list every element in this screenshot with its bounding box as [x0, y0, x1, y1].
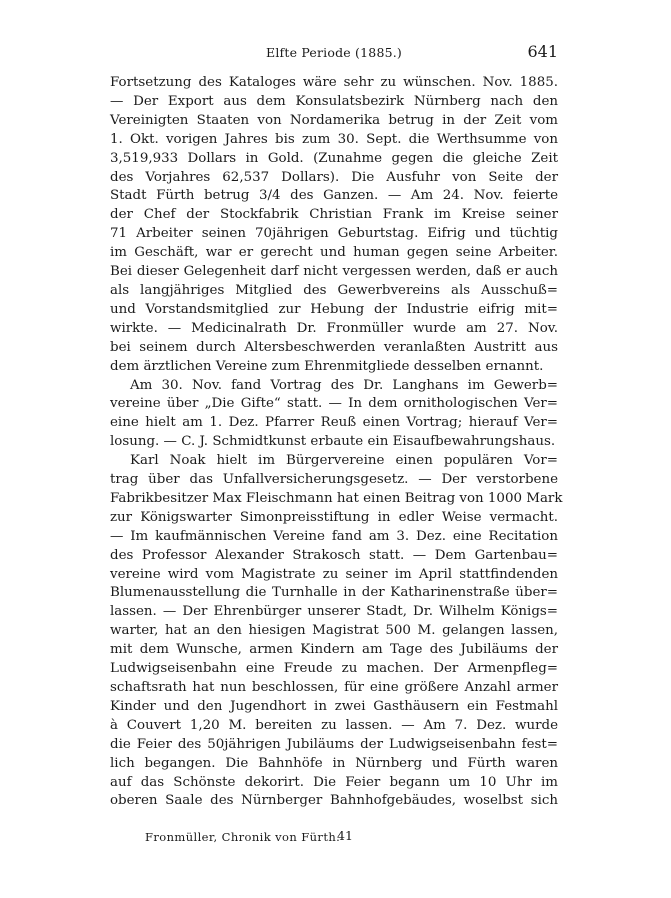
text-line: Stadt Fürth betrug 3/4 des Ganzen. — Am 24. Nov. feierte — [110, 188, 558, 204]
text-line: 1. Okt. vorigen Jahres bis zum 30. Sept. die Werthsumme von — [110, 131, 558, 147]
text-line: Blumenausstellung die Turnhalle in der Katharinenstraße über= — [110, 585, 558, 601]
text-line: Vereinigten Staaten von Nordamerika betrug in der Zeit vom — [110, 112, 558, 128]
footer-signature: 41 — [337, 828, 353, 843]
text-line: warter, hat an den hiesigen Magistrat 500 M. gelangen lassen, — [110, 623, 558, 639]
text-line: vereine über „Die Gifte“ statt. — In dem ornithologischen Ver= — [110, 396, 558, 412]
page-number: 641 — [527, 42, 558, 61]
running-head — [110, 42, 558, 64]
text-line: schaftsrath hat nun beschlossen, für eine größere Anzahl armer — [110, 680, 558, 695]
footer-author-title: Fronmüller, Chronik von Fürth. — [145, 830, 341, 844]
text-line: lich begangen. Die Bahnhöfe in Nürnberg und Fürth waren — [110, 755, 558, 771]
text-line: Kinder und den Jugendhort in zwei Gasthäusern ein Festmahl — [110, 698, 558, 714]
text-line: — Im kaufmännischen Vereine fand am 3. Dez. eine Recitation — [110, 528, 558, 544]
text-line: Fortsetzung des Kataloges wäre sehr zu wünschen. Nov. 1885. — [110, 75, 558, 90]
text-line: der Chef der Stockfabrik Christian Frank im Kreise seiner — [110, 207, 558, 223]
text-line: — Der Export aus dem Konsulatsbezirk Nürnberg nach den — [110, 93, 558, 109]
text-line: die Feier des 50jährigen Jubiläums der Ludwigseisenbahn fest= — [110, 736, 558, 752]
text-line: und Vorstandsmitglied zur Hebung der Industrie eifrig mit= — [110, 301, 558, 317]
text-line: wirkte. — Medicinalrath Dr. Fronmüller wurde am 27. Nov. — [110, 320, 558, 336]
text-line: Ludwigseisenbahn eine Freude zu machen. Der Armenpfleg= — [110, 661, 558, 677]
text-line: 3,519,933 Dollars in Gold. (Zunahme gegen die gleiche Zeit — [110, 150, 558, 166]
text-line: eine hielt am 1. Dez. Pfarrer Reuß einen Vortrag; hierauf Ver= — [110, 415, 558, 431]
text-line: als langjähriges Mitglied des Gewerbvereins als Ausschuß= — [110, 282, 558, 298]
text-line: dem ärztlichen Vereine zum Ehrenmitgliede desselben ernannt. — [110, 358, 544, 374]
text-line: im Geschäft, war er gerecht und human gegen seine Arbeiter. — [110, 245, 558, 261]
text-line: trag über das Unfallversicherungsgesetz. — Der verstorbene — [110, 472, 558, 488]
text-line: Fabrikbesitzer Max Fleischmann hat einen Beitrag von 1000 Mark — [110, 490, 563, 506]
text-line: bei seinem durch Altersbeschwerden veranlaßten Austritt aus — [110, 339, 558, 355]
text-line: des Professor Alexander Strakosch statt. — Dem Gartenbau= — [110, 547, 558, 563]
text-line: losung. — C. J. Schmidtkunst erbaute ein Eisaufbewahrungshaus. — [110, 434, 556, 450]
page-footer — [145, 830, 485, 850]
text-line: Am 30. Nov. fand Vortrag des Dr. Langhans im Gewerb= — [130, 377, 558, 393]
text-line: Bei dieser Gelegenheit darf nicht vergessen werden, daß er auch — [110, 264, 558, 280]
text-line: à Couvert 1,20 M. bereiten zu lassen. — Am 7. Dez. wurde — [110, 717, 558, 733]
text-line: mit dem Wunsche, armen Kindern am Tage des Jubiläums der — [110, 642, 558, 658]
text-line: lassen. — Der Ehrenbürger unserer Stadt, Dr. Wilhelm Königs= — [110, 604, 558, 620]
text-line: zur Königswarter Simonpreisstiftung in edler Weise vermacht. — [110, 509, 558, 525]
text-line: Karl Noak hielt im Bürgervereine einen populären Vor= — [130, 453, 558, 469]
book-page — [110, 42, 563, 811]
text-line: auf das Schönste dekorirt. Die Feier begann um 10 Uhr im — [110, 774, 558, 790]
body-text — [110, 74, 563, 811]
text-line: 71 Arbeiter seinen 70jährigen Geburtstag. Eifrig und tüchtig — [110, 226, 558, 242]
running-title: Elfte Periode (1885.) — [266, 45, 402, 60]
text-line: vereine wird vom Magistrate zu seiner im April stattfindenden — [110, 566, 558, 582]
text-line: oberen Saale des Nürnberger Bahnhofgebäudes, woselbst sich — [110, 793, 558, 809]
text-line: des Vorjahres 62,537 Dollars). Die Ausfuhr von Seite der — [110, 169, 558, 185]
